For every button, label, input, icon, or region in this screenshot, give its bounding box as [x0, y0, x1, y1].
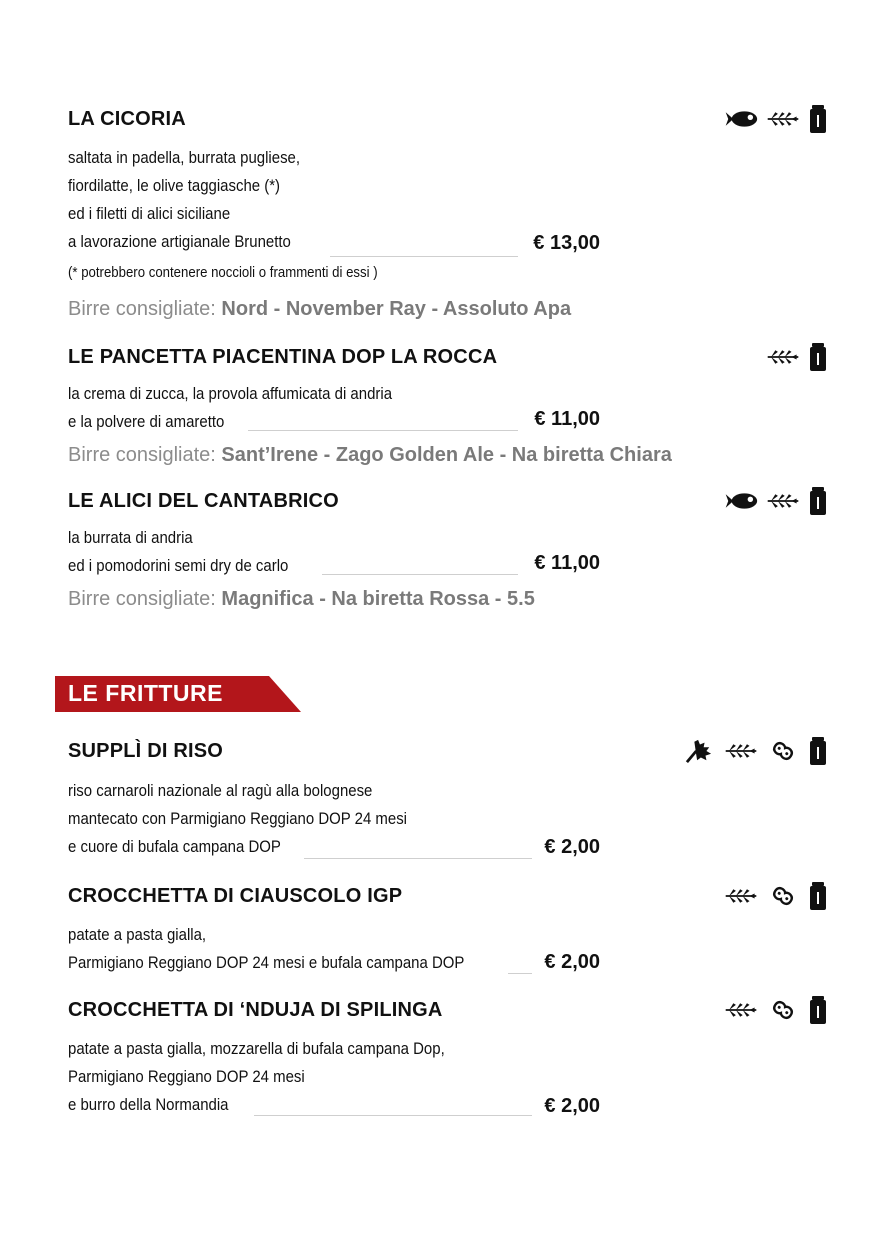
price-leader: [330, 256, 518, 257]
item-description: [68, 380, 392, 436]
description-line: Parmigiano Reggiano DOP 24 mesi: [68, 1067, 305, 1086]
beers-list: Sant’Irene - Zago Golden Ale - Na biretta Chiara: [221, 444, 672, 466]
section-header: [55, 676, 301, 712]
beers-label: Birre consigliate:: [68, 298, 222, 320]
price-leader: [254, 1115, 532, 1116]
fish-icon: [724, 488, 758, 514]
item-description: [68, 1035, 445, 1119]
description-line: ed i pomodorini semi dry de carlo: [68, 556, 289, 575]
item-description: [68, 144, 300, 256]
menu-item: [68, 740, 828, 870]
celery-icon: [682, 738, 716, 764]
item-price: € 11,00: [534, 552, 600, 574]
item-price: € 2,00: [544, 951, 600, 973]
allergen-icons: [724, 484, 828, 518]
description-line: la burrata di andria: [68, 528, 193, 547]
can-icon: [808, 736, 828, 766]
can-icon: [808, 881, 828, 911]
peanut-icon: [766, 738, 800, 764]
item-price: € 2,00: [544, 1095, 600, 1117]
price-leader: [322, 574, 518, 575]
wheat-icon: [766, 344, 800, 370]
description-line: la crema di zucca, la provola affumicata di andria: [68, 384, 393, 403]
beers-list: Nord - November Ray - Assoluto Apa: [221, 298, 572, 320]
allergen-icons: [682, 734, 828, 768]
beer-recommendations: [68, 588, 535, 611]
wheat-icon: [766, 488, 800, 514]
allergen-icons: [724, 993, 828, 1027]
can-icon: [808, 486, 828, 516]
allergen-icons: [724, 102, 828, 136]
item-price: € 11,00: [534, 408, 600, 430]
item-title: LE ALICI DEL CANTABRICO: [68, 490, 339, 512]
item-note: (* potrebbero contenere noccioli o frammenti di essi ): [68, 264, 378, 281]
can-icon: [808, 342, 828, 372]
wheat-icon: [724, 883, 758, 909]
item-price: € 2,00: [544, 836, 600, 858]
item-title: SUPPLÌ DI RISO: [68, 740, 224, 762]
wheat-icon: [724, 738, 758, 764]
item-title: CROCCHETTA DI ‘NDUJA DI SPILINGA: [68, 999, 443, 1021]
price-leader: [304, 858, 532, 859]
item-title: CROCCHETTA DI CIAUSCOLO IGP: [68, 885, 403, 907]
description-line: ed i filetti di alici siciliane: [68, 204, 231, 223]
menu-item: [68, 108, 828, 328]
description-line: riso carnaroli nazionale al ragù alla bolognese: [68, 781, 373, 800]
beers-list: Magnifica - Na biretta Rossa - 5.5: [221, 588, 535, 610]
can-icon: [808, 995, 828, 1025]
item-description: [68, 921, 464, 977]
peanut-icon: [766, 883, 800, 909]
description-line: patate a pasta gialla, mozzarella di bufala campana Dop,: [68, 1039, 445, 1058]
item-description: [68, 777, 407, 861]
price-leader: [248, 430, 518, 431]
description-line: saltata in padella, burrata pugliese,: [68, 148, 301, 167]
description-line: fiordilatte, le olive taggiasche (*): [68, 176, 281, 195]
allergen-icons: [766, 340, 828, 374]
beer-recommendations: [68, 444, 672, 467]
section-title: LE FRITTURE: [68, 680, 223, 706]
beers-label: Birre consigliate:: [68, 588, 222, 610]
allergen-icons: [724, 879, 828, 913]
menu-item: [68, 999, 828, 1129]
wheat-icon: [724, 997, 758, 1023]
menu-item: [68, 490, 828, 620]
item-title: LE PANCETTA PIACENTINA DOP LA ROCCA: [68, 346, 498, 368]
price-leader: [508, 973, 532, 974]
peanut-icon: [766, 997, 800, 1023]
description-line: e burro della Normandia: [68, 1095, 229, 1114]
menu-item: [68, 885, 828, 985]
description-line: e la polvere di amaretto: [68, 412, 225, 431]
description-line: e cuore di bufala campana DOP: [68, 837, 281, 856]
fish-icon: [724, 106, 758, 132]
description-line: a lavorazione artigianale Brunetto: [68, 232, 291, 251]
description-line: Parmigiano Reggiano DOP 24 mesi e bufala campana DOP: [68, 953, 465, 972]
item-description: [68, 524, 288, 580]
wheat-icon: [766, 106, 800, 132]
item-price: € 13,00: [533, 232, 600, 254]
beer-recommendations: [68, 298, 571, 321]
description-line: patate a pasta gialla,: [68, 925, 207, 944]
item-title: LA CICORIA: [68, 108, 186, 130]
menu-item: [68, 346, 828, 476]
can-icon: [808, 104, 828, 134]
beers-label: Birre consigliate:: [68, 444, 222, 466]
description-line: mantecato con Parmigiano Reggiano DOP 24 mesi: [68, 809, 408, 828]
